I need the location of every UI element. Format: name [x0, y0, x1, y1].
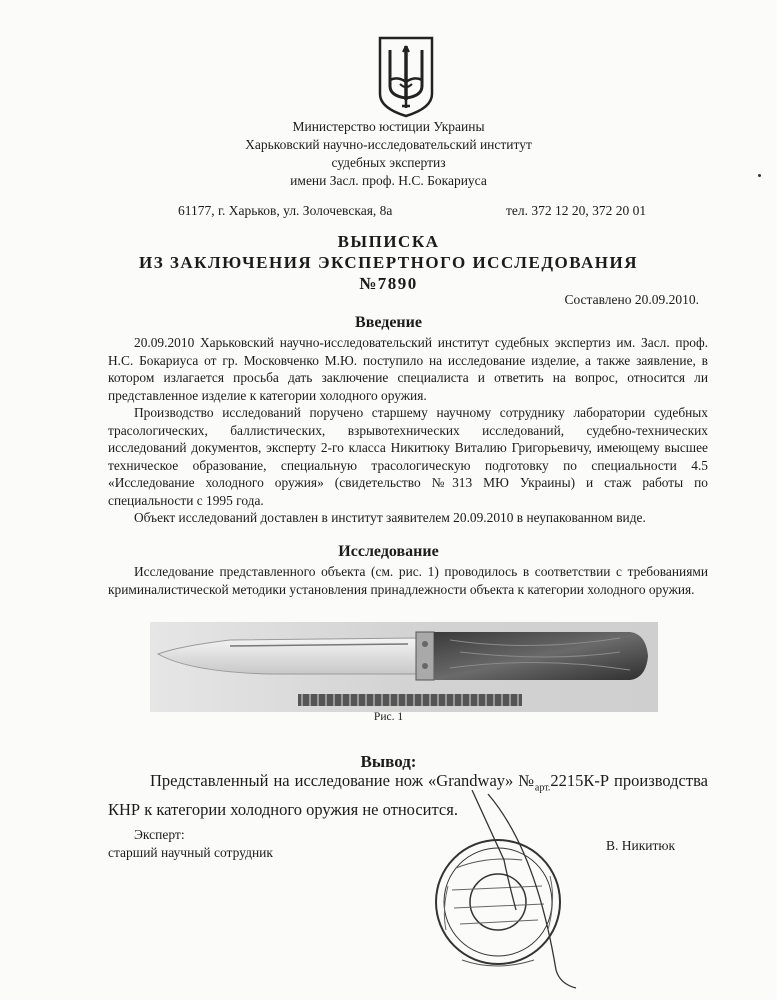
conclusion-text-b: 2215К-Р производства КНР к категории холодного оружия не относится.: [108, 771, 708, 820]
figure-caption: Рис. 1: [373, 711, 404, 723]
intro-paragraph-3: Объект исследований доставлен в институт заявителем 20.09.2010 в неупакованном виде.: [134, 510, 646, 525]
intro-paragraph-1: 20.09.2010 Харьковский научно-исследовательский институт судебных экспертиз им. Засл. проф. Н.С. Бокариуса от гр. Московченко М.Ю. поступило на исследование изделие, а также заявление, в котором излагается просьба дать заключение специалиста и ответить на вопрос, относится ли представленное изделие к категории холодного оружия.: [108, 335, 708, 403]
ministry-name: Министерство юстиции Украины: [292, 119, 485, 134]
institute-phone: тел. 372 12 20, 372 20 01: [506, 203, 647, 218]
institute-address: 61177, г. Харьков, ул. Золочевская, 8а: [178, 203, 393, 218]
institute-honor-name: имени Засл. проф. Н.С. Бокариуса: [290, 173, 487, 188]
official-seal-icon: [426, 790, 596, 990]
document-number: №7890: [359, 274, 418, 293]
trident-emblem-icon: [376, 36, 436, 118]
expert-name: В. Никитюк: [606, 838, 676, 853]
research-heading: Исследование: [338, 543, 439, 560]
conclusion-text: [108, 770, 708, 821]
article-subscript: арт.: [534, 782, 551, 794]
institute-name-cont: судебных экспертиз: [331, 155, 446, 170]
intro-text: [108, 334, 708, 527]
research-text: [108, 563, 708, 598]
conclusion-heading: Вывод:: [360, 752, 417, 771]
document-subtitle: ИЗ ЗАКЛЮЧЕНИЯ ЭКСПЕРТНОГО ИССЛЕДОВАНИЯ: [138, 253, 639, 272]
conclusion-text-a: Представленный на исследование нож «Grandway» №: [150, 771, 535, 790]
document-date: Составлено 20.09.2010.: [564, 292, 699, 307]
document-title: ВЫПИСКА: [337, 232, 440, 251]
expert-role: Эксперт:: [134, 827, 185, 842]
intro-heading: Введение: [355, 314, 422, 331]
intro-paragraph-2: Производство исследований поручено старшему научному сотруднику лаборатории судебных трасологических, баллистических, взрывотехнических исследований, судебно-технических исследований документов, эксперту 2-го класса Никитюку Виталию Григорьевичу, имеющему высшее техническое образование, специальную трасологическую подготовку по специальности 4.5 «Исследование холодного оружия» (свидетельство №313 МЮ Украины) и стаж работы по специальности с 1995 года.: [108, 405, 708, 508]
expert-position: старший научный сотрудник: [108, 845, 273, 860]
knife-photo: [150, 622, 658, 712]
institute-name: Харьковский научно-исследовательский институт: [245, 137, 532, 152]
scan-speck: [758, 174, 761, 177]
research-paragraph-1: Исследование представленного объекта (см. рис. 1) проводилось в соответствии с требованиями криминалистической методики установления принадлежности объекта к категории холодного оружия.: [108, 564, 708, 597]
expert-block: [108, 826, 273, 862]
